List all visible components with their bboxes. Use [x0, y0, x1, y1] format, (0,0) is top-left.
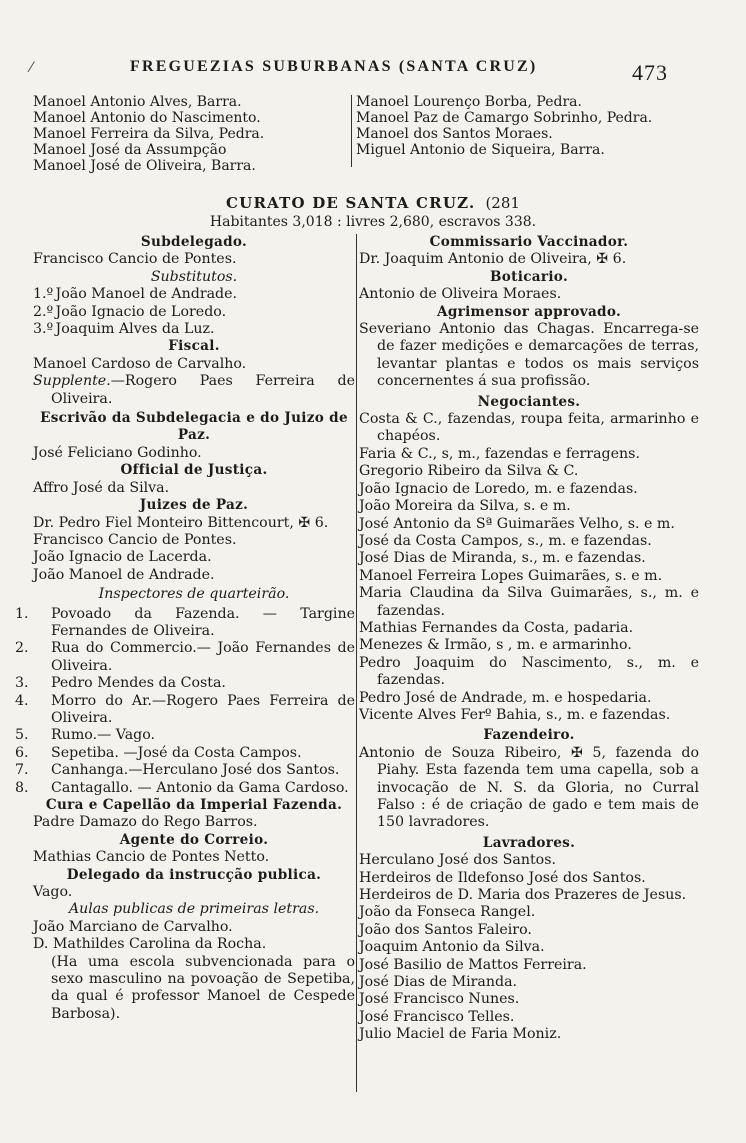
- negociante-item: Manoel Ferreira Lopes Guimarães, s. e m.: [359, 567, 663, 584]
- supplente-entry: Supplente.—Rogero Paes Ferreira de Oliveira.: [33, 373, 355, 407]
- lavradores-heading: Lavradores.: [482, 834, 576, 851]
- top-right-line: Miguel Antonio de Siqueira, Barra.: [356, 142, 605, 158]
- negociante-item: Maria Claudina da Silva Guimarães, s., m. e fazendas.: [359, 585, 699, 619]
- cura-heading: Cura e Capellão da Imperial Fazenda.: [45, 797, 343, 813]
- substituto-item: 2.º João Ignacio de Loredo.: [33, 303, 227, 320]
- juizes-heading: Juizes de Paz.: [139, 497, 249, 514]
- juiz-item: João Manoel de Andrade.: [33, 566, 215, 583]
- inspector-item: 3. Pedro Mendes da Costa.: [15, 675, 226, 692]
- official-heading: Official de Justiça.: [120, 462, 268, 479]
- negociante-item: João Moreira da Silva, s. e m.: [359, 498, 571, 515]
- curato-title: [0, 194, 746, 212]
- top-left-line: Manoel Ferreira da Silva, Pedra.: [33, 126, 265, 142]
- agrimensor-entry: Severiano Antonio das Chagas. Encarrega-se de fazer medições e demarcações de terras, levantar plantas e todos os mais serviços concernentes á sua profissão.: [359, 321, 699, 390]
- top-right-line: Manoel dos Santos Moraes.: [356, 126, 553, 142]
- negociante-item: Faria & C., s, m., fazendas e ferragens.: [359, 445, 640, 462]
- lavrador-item: Julio Maciel de Faria Moniz.: [359, 1026, 562, 1043]
- substituto-item: 1.º João Manoel de Andrade.: [33, 286, 238, 303]
- top-left-line: Manoel Antonio Alves, Barra.: [33, 94, 242, 110]
- aula-item: D. Mathildes Carolina da Rocha.: [33, 936, 267, 953]
- fiscal-heading: Fiscal.: [168, 338, 220, 355]
- official-name: Affro José da Silva.: [33, 479, 170, 496]
- aula-item: João Marciano de Carvalho.: [33, 918, 233, 935]
- inspector-item: 2. Rua do Commercio.— João Fernandes de Oliveira.: [15, 640, 355, 674]
- negociante-item: Vicente Alves Ferº Bahia, s., m. e fazendas.: [359, 706, 671, 723]
- lavrador-item: Herculano José dos Santos.: [359, 852, 556, 869]
- subdelegado-heading: Subdelegado.: [140, 234, 248, 250]
- inspector-item: 8. Cantagallo. — Antonio da Gama Cardoso.: [15, 779, 349, 796]
- escrivao-name: José Feliciano Godinho.: [33, 444, 202, 461]
- top-left-line: Manoel José da Assumpção: [33, 142, 227, 158]
- lavrador-item: Herdeiros de D. Maria dos Prazeres de Jesus.: [359, 887, 687, 904]
- curato-name: CURATO DE SANTA CRUZ.: [226, 194, 476, 212]
- boticario-name: Antonio de Oliveira Moraes.: [359, 286, 562, 303]
- delegado-heading: Delegado da instrucção publica.: [66, 866, 322, 883]
- inspector-item: 4. Morro do Ar.—Rogero Paes Ferreira de Oliveira.: [15, 692, 355, 726]
- substituto-item: 3.º Joaquim Alves da Luz.: [33, 321, 215, 338]
- aula-note: (Ha uma escola subvencionada para o sexo masculino na povoação de Sepetiba, da qual é professor Manoel de Cespede Barbosa).: [51, 953, 355, 1022]
- top-left-line: Manoel José de Oliveira, Barra.: [33, 158, 256, 174]
- juiz-item: Dr. Pedro Fiel Monteiro Bittencourt, ✠ 6.: [33, 514, 329, 531]
- fazendeiro-entry: Antonio de Souza Ribeiro, ✠ 5, fazenda do Piahy. Esta fazenda tem uma capella, sob a invocação de N. S. da Gloria, no Curral Falso : é de criação de gado e tem mais de 150 lavradores.: [359, 744, 699, 831]
- margin-mark: ⁄: [30, 60, 33, 76]
- fiscal-name: Manoel Cardoso de Carvalho.: [33, 355, 247, 372]
- left-column: [15, 234, 355, 1023]
- negociante-item: Pedro José de Andrade, m. e hospedaria.: [359, 689, 652, 706]
- inspector-item: 5. Rumo.— Vago.: [15, 727, 156, 744]
- inspectores-heading: Inspectores de quarteirão.: [98, 586, 290, 603]
- juiz-item: João Ignacio de Lacerda.: [33, 549, 212, 566]
- negociante-item: José da Costa Campos, s., m. e fazendas.: [359, 532, 652, 549]
- negociante-item: Mathias Fernandes da Costa, padaria.: [359, 619, 634, 636]
- inspector-item: 6. Sepetiba. —José da Costa Campos.: [15, 744, 302, 761]
- agrimensor-heading: Agrimensor approvado.: [436, 303, 622, 320]
- negociante-item: Menezes & Irmão, s , m. e armarinho.: [359, 637, 632, 654]
- running-head: FREGUEZIAS SUBURBANAS (SANTA CRUZ): [130, 58, 538, 75]
- negociante-item: Pedro Joaquim do Nascimento, s., m. e fazendas.: [359, 654, 699, 689]
- aulas-heading: Aulas publicas de primeiras letras.: [68, 901, 320, 918]
- column-rule: [356, 234, 357, 1092]
- curato-ref: (281: [485, 194, 520, 212]
- top-left-line: Manoel Antonio do Nascimento.: [33, 110, 261, 126]
- inspector-item: 7. Canhanga.—Herculano José dos Santos.: [15, 762, 340, 779]
- negociante-item: José Antonio da Sª Guimarães Velho, s. e m.: [359, 515, 675, 532]
- lavrador-item: Herdeiros de Ildefonso José dos Santos.: [359, 869, 646, 886]
- vaccinador-heading: Commissario Vaccinador.: [429, 234, 629, 250]
- fazendeiro-heading: Fazendeiro.: [483, 727, 575, 744]
- inspector-item: 1. Povoado da Fazenda. — Targine Fernandes de Oliveira.: [15, 605, 355, 639]
- negociante-item: João Ignacio de Loredo, m. e fazendas.: [359, 480, 638, 497]
- lavrador-item: José Dias de Miranda.: [359, 974, 518, 991]
- agente-name: Mathias Cancio de Pontes Netto.: [33, 849, 270, 866]
- lavrador-item: João dos Santos Faleiro.: [359, 921, 532, 938]
- habitantes-line: Habitantes 3,018 : livres 2,680, escravos 338.: [209, 214, 537, 230]
- substitutos-heading: Substitutos.: [150, 268, 238, 285]
- lavrador-item: João da Fonseca Rangel.: [359, 904, 536, 921]
- escrivao-heading: Escrivão da Subdelegacia e do Juizo de Paz.: [40, 410, 348, 444]
- page-number: 473: [632, 60, 668, 85]
- juiz-item: Francisco Cancio de Pontes.: [33, 531, 237, 548]
- negociante-item: Costa & C., fazendas, roupa feita, armarinho e chapéos.: [359, 411, 699, 445]
- cura-name: Padre Damazo do Rego Barros.: [33, 814, 258, 831]
- lavrador-item: José Basilio de Mattos Ferreira.: [359, 956, 587, 973]
- delegado-name: Vago.: [33, 884, 73, 901]
- negociante-item: Gregorio Ribeiro da Silva & C.: [359, 463, 579, 480]
- vaccinador-name: Dr. Joaquim Antonio de Oliveira, ✠ 6.: [359, 251, 627, 268]
- top-right-line: Manoel Paz de Camargo Sobrinho, Pedra.: [356, 110, 653, 126]
- lavrador-item: José Francisco Nunes.: [359, 991, 520, 1008]
- top-column-rule: [351, 95, 352, 167]
- negociantes-heading: Negociantes.: [477, 393, 581, 410]
- negociante-item: José Dias de Miranda, s., m. e fazendas.: [359, 550, 646, 567]
- boticario-heading: Boticario.: [490, 268, 568, 285]
- agente-heading: Agente do Correio.: [119, 831, 269, 848]
- top-right-line: Manoel Lourenço Borba, Pedra.: [356, 94, 582, 110]
- subdelegado-name: Francisco Cancio de Pontes.: [33, 251, 237, 268]
- lavrador-item: Joaquim Antonio da Silva.: [359, 939, 545, 956]
- right-column: [359, 234, 699, 1044]
- lavrador-item: José Francisco Telles.: [359, 1008, 515, 1025]
